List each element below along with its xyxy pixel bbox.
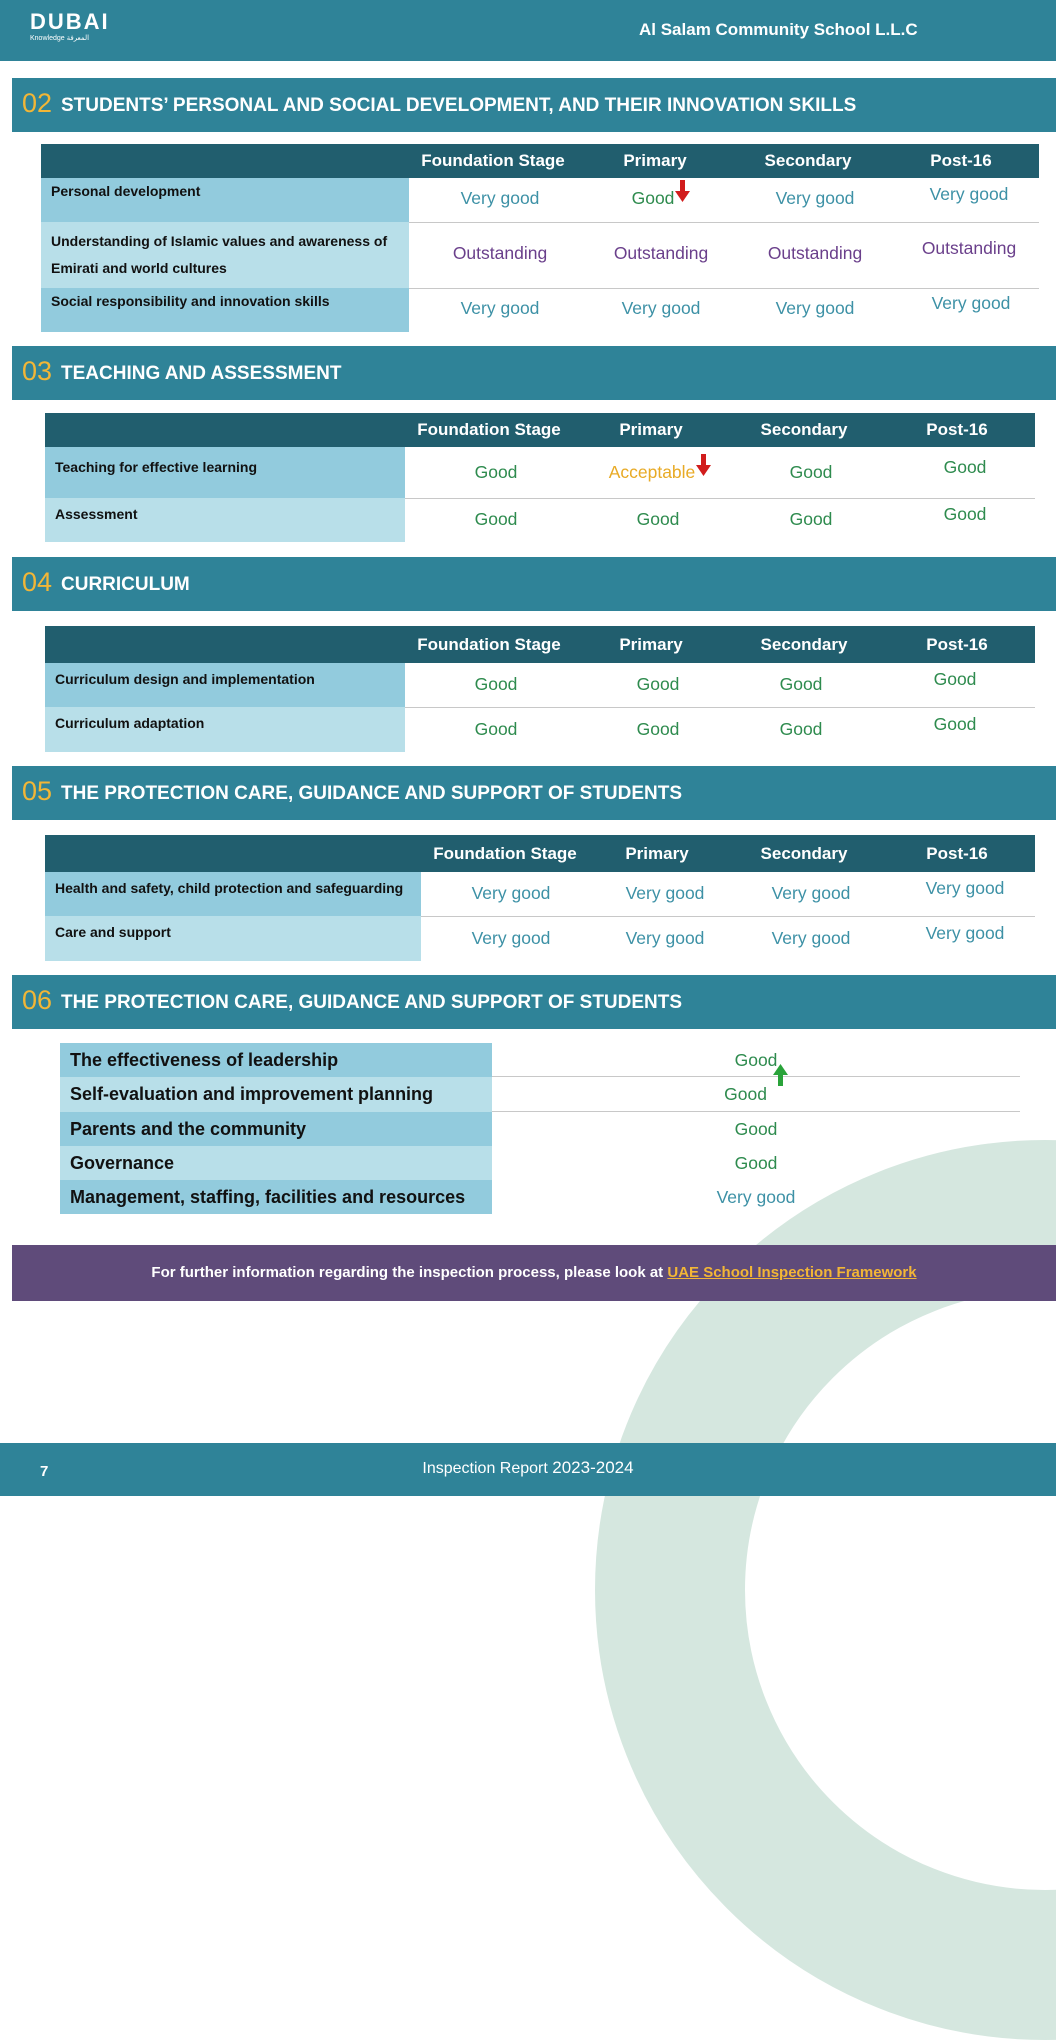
inspection-framework-link[interactable]: UAE School Inspection Framework [667, 1264, 917, 1281]
rating-cell: Good [779, 719, 823, 739]
col-foundation-stage: Foundation Stage [417, 420, 561, 439]
section-title: THE PROTECTION CARE, GUIDANCE AND SUPPORT OF STUDENTS [61, 992, 683, 1013]
rating-cell: Very good [621, 298, 701, 318]
rating-cell-with-arrow: Acceptable [585, 462, 735, 484]
row-divider [405, 498, 1035, 499]
section-number: 05 [22, 776, 53, 806]
col-post-16: Post-16 [926, 844, 988, 863]
row-divider [409, 288, 1039, 289]
row-label: Curriculum adaptation [45, 707, 405, 752]
rating-cell: Very good [471, 928, 551, 948]
col-secondary: Secondary [764, 151, 852, 170]
rating-cell: Good [636, 674, 680, 694]
rating-cell: Good [474, 462, 518, 482]
arrow-down-icon [696, 454, 711, 476]
row-label: Self-evaluation and improvement planning [60, 1077, 492, 1112]
section-number: 03 [22, 356, 53, 386]
row-label: Assessment [45, 498, 405, 542]
section-05-header [12, 766, 1056, 820]
col-primary: Primary [625, 844, 689, 863]
table-curriculum [45, 626, 1035, 752]
col-primary: Primary [623, 151, 687, 170]
row-label: Health and safety, child protection and safeguarding [45, 872, 421, 916]
rating-cell: Very good [929, 184, 1009, 204]
table-teaching-assessment [45, 413, 1035, 542]
bottom-bar [0, 1443, 1056, 1496]
rating-cell: Outstanding [921, 238, 1017, 258]
section-number: 06 [22, 985, 53, 1015]
rating-cell: Very good [716, 1187, 796, 1207]
col-foundation-stage: Foundation Stage [421, 151, 565, 170]
rating-cell-with-arrow: Good [591, 188, 731, 210]
section-title: CURRICULUM [61, 574, 190, 595]
row-label: Management, staffing, facilities and resources [60, 1180, 492, 1214]
rating-cell: Very good [931, 293, 1011, 313]
further-information-band: For further information regarding the inspection process, please look at UAE School Inspection Framework [12, 1245, 1056, 1301]
dubai-knowledge-logo: DUBAI Knowledge المعرفة [30, 9, 110, 42]
row-divider [421, 916, 1035, 917]
rating-cell: Good [636, 719, 680, 739]
row-label: Teaching for effective learning [45, 447, 405, 498]
rating-cell: Very good [771, 928, 851, 948]
rating-cell: Good [933, 714, 977, 734]
rating-cell-with-arrow: Good [492, 1077, 1020, 1112]
row-label: Personal development [41, 178, 409, 222]
rating-cell: Good [474, 719, 518, 739]
section-03-header [12, 346, 1056, 400]
section-number: 04 [22, 567, 53, 597]
rating-cell: Very good [460, 298, 540, 318]
rating-cell: Good [789, 509, 833, 529]
col-secondary: Secondary [760, 635, 848, 654]
rating-cell: Very good [771, 883, 851, 903]
rating-cell: Outstanding [452, 243, 548, 263]
table-personal-development [41, 144, 1039, 332]
row-label: Care and support [45, 916, 421, 961]
rating-cell: Very good [625, 883, 705, 903]
rating-cell: Good [734, 1050, 778, 1070]
col-secondary: Secondary [760, 420, 848, 439]
rating-cell: Good [943, 504, 987, 524]
row-divider [409, 222, 1039, 223]
col-post-16: Post-16 [930, 151, 992, 170]
row-label: Understanding of Islamic values and awareness of Emirati and world cultures [41, 222, 409, 288]
section-04-header [12, 557, 1056, 611]
row-label: Parents and the community [60, 1112, 492, 1146]
rating-cell: Good [943, 457, 987, 477]
section-02-header [12, 78, 1056, 132]
rating-cell: Good [474, 674, 518, 694]
rating-cell: Very good [775, 188, 855, 208]
rating-cell: Good [636, 509, 680, 529]
rating-cell: Very good [775, 298, 855, 318]
section-title: STUDENTS’ PERSONAL AND SOCIAL DEVELOPMENT, AND THEIR INNOVATION SKILLS [61, 95, 857, 116]
rating-cell: Good [474, 509, 518, 529]
report-title: Inspection Report 2023-2024 [422, 1458, 634, 1477]
rating-cell: Good [933, 669, 977, 689]
row-label: Governance [60, 1146, 492, 1180]
rating-cell: Very good [471, 883, 551, 903]
col-post-16: Post-16 [926, 420, 988, 439]
rating-cell: Very good [460, 188, 540, 208]
arrow-down-icon [675, 180, 690, 202]
section-number: 02 [22, 88, 53, 118]
col-post-16: Post-16 [926, 635, 988, 654]
arrow-up-icon [773, 1063, 788, 1085]
section-title: TEACHING AND ASSESSMENT [61, 363, 342, 384]
section-06-header [12, 975, 1056, 1029]
rating-cell: Outstanding [613, 243, 709, 263]
rating-cell: Good [734, 1153, 778, 1173]
col-primary: Primary [619, 420, 683, 439]
row-label: The effectiveness of leadership [60, 1043, 492, 1077]
rating-cell: Very good [925, 878, 1005, 898]
row-divider [405, 707, 1035, 708]
rating-cell: Good [734, 1119, 778, 1139]
page-number: 7 [40, 1463, 49, 1480]
col-secondary: Secondary [760, 844, 848, 863]
rating-cell: Very good [925, 923, 1005, 943]
col-foundation-stage: Foundation Stage [433, 844, 577, 863]
top-bar [0, 0, 1056, 61]
rating-cell: Good [789, 462, 833, 482]
rating-cell: Outstanding [767, 243, 863, 263]
rating-cell: Very good [625, 928, 705, 948]
section-title: THE PROTECTION CARE, GUIDANCE AND SUPPORT OF STUDENTS [61, 783, 683, 804]
col-primary: Primary [619, 635, 683, 654]
row-label: Social responsibility and innovation skills [41, 288, 409, 332]
row-label: Curriculum design and implementation [45, 663, 405, 707]
col-foundation-stage: Foundation Stage [417, 635, 561, 654]
table-protection-care [45, 835, 1035, 961]
school-name: Al Salam Community School L.L.C [639, 20, 918, 39]
rating-cell: Good [779, 674, 823, 694]
